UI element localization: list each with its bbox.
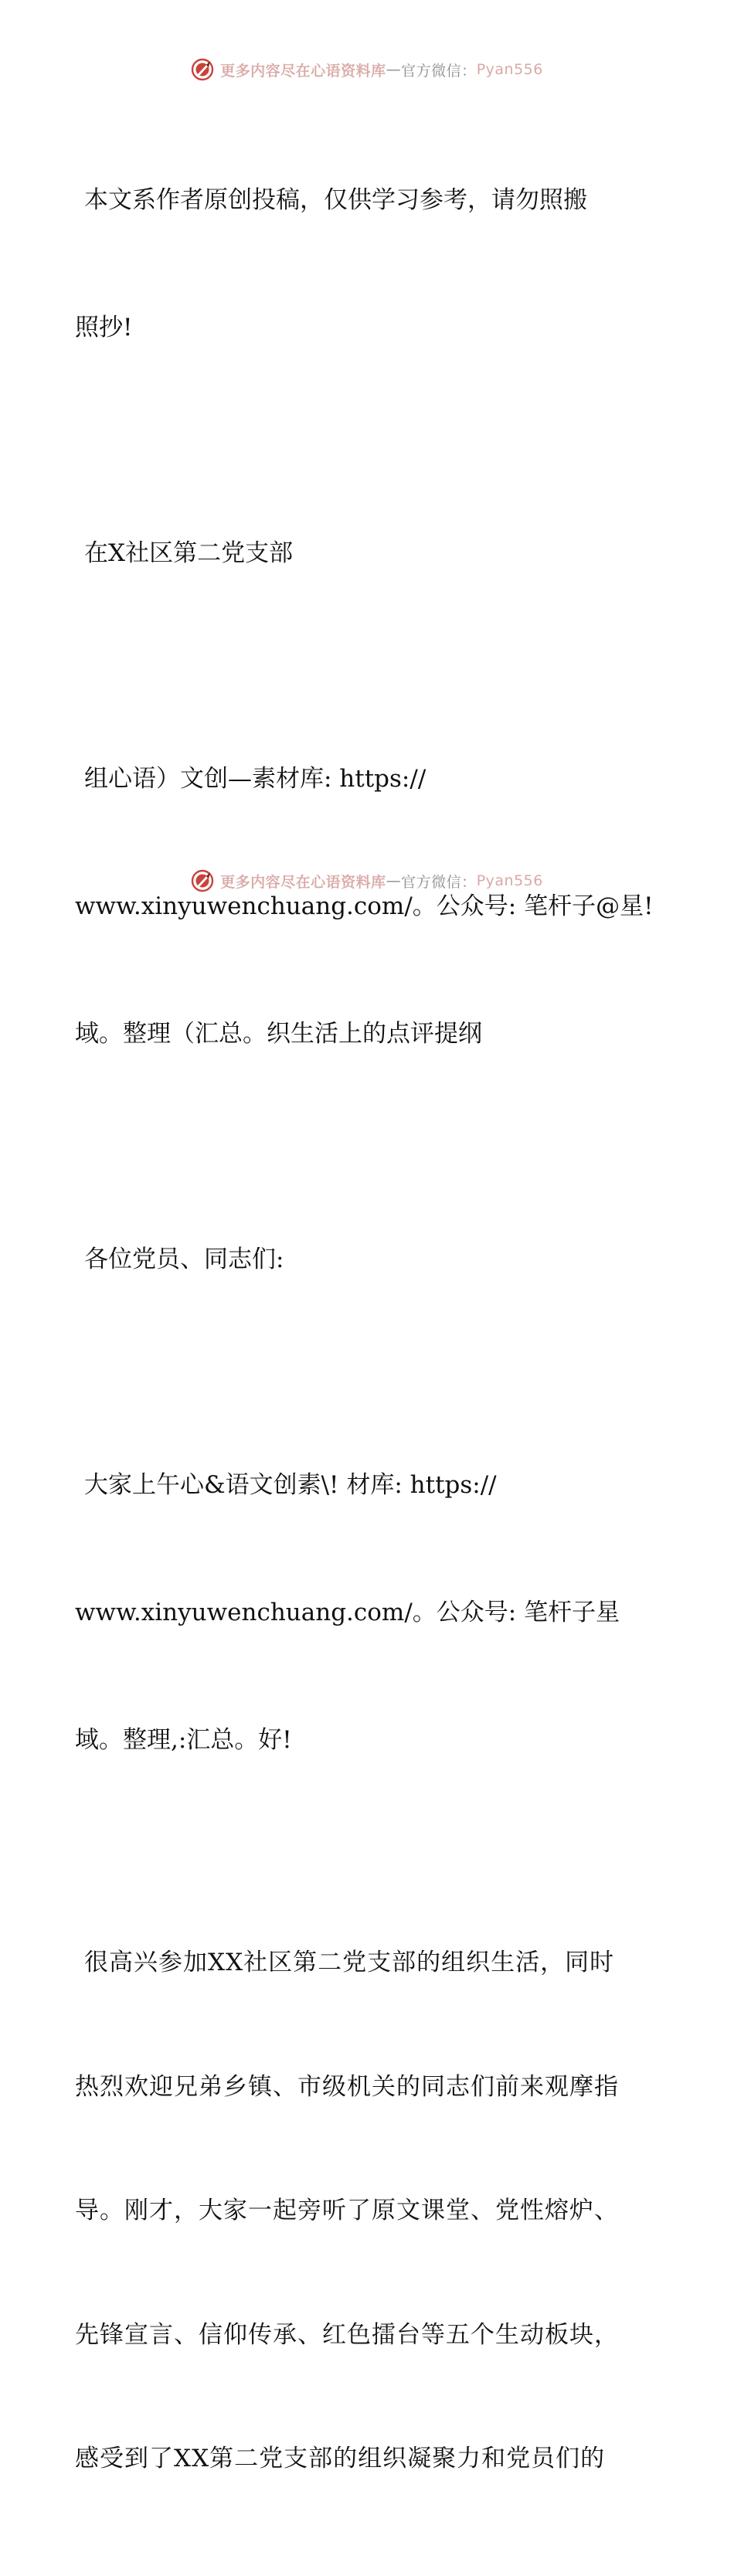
footer-banner: [0, 865, 734, 896]
text-line: 热烈欢迎兄弟乡镇、市级机关的同志们前来观摩指: [75, 2072, 619, 2101]
text-line: 感受到了XX第二党支部的组织凝聚力和党员们的: [75, 2445, 606, 2472]
banner-wechat-id: Pyan556: [476, 61, 543, 78]
text-line: 在X社区第二党支部: [84, 539, 294, 567]
banner-dash: —: [386, 61, 402, 78]
document-body: [75, 94, 662, 2576]
quill-logo-icon: [191, 58, 214, 81]
text-line: www.xinyuwenchuang.com/。公众号: 笔杆子星: [75, 1599, 620, 1626]
text-line: 组心语）文创—素材库: https://: [84, 765, 426, 793]
banner-main-text: 更多内容尽在心语资料库: [220, 873, 386, 891]
quill-logo-icon: [191, 869, 214, 892]
paragraph-source-note: [75, 673, 662, 1140]
text-line: 域。整理,:汇总。好!: [75, 1726, 292, 1754]
banner-dash: —: [386, 872, 402, 889]
header-banner: [0, 54, 734, 85]
paragraph-disclaimer: [75, 94, 662, 434]
text-line: 大家上午心&语文创素\! 材库: https://: [84, 1471, 497, 1499]
paragraph-title: [75, 447, 662, 660]
text-line: 本文系作者原创投稿，仅供学习参考，请勿照搬: [84, 186, 587, 214]
paragraph-salutation: [75, 1379, 662, 1847]
text-line: 导。刚才，大家一起旁听了原文课堂、党性熔炉、: [75, 2197, 619, 2224]
paragraph-greeting: [75, 1154, 662, 1366]
banner-main-text: 更多内容尽在心语资料库: [220, 62, 386, 80]
text-line: 先锋宣言、信仰传承、红色擂台等五个生动板块，: [75, 2320, 619, 2349]
text-line: www.xinyuwenchuang.com/。公众号: 笔杆子@星!: [75, 892, 654, 920]
paragraph-main: [75, 1860, 662, 2563]
text-line: 各位党员、同志们:: [84, 1246, 284, 1273]
banner-wechat-label: 官方微信：: [401, 873, 477, 891]
text-line: 照抄!: [75, 314, 133, 342]
text-line: 很高兴参加XX社区第二党支部的组织生活，同时: [84, 1949, 615, 1976]
banner-wechat-id: Pyan556: [476, 872, 543, 889]
text-line: 域。整理（汇总。织生活上的点评提纲: [75, 1020, 482, 1048]
banner-wechat-label: 官方微信：: [401, 62, 477, 80]
